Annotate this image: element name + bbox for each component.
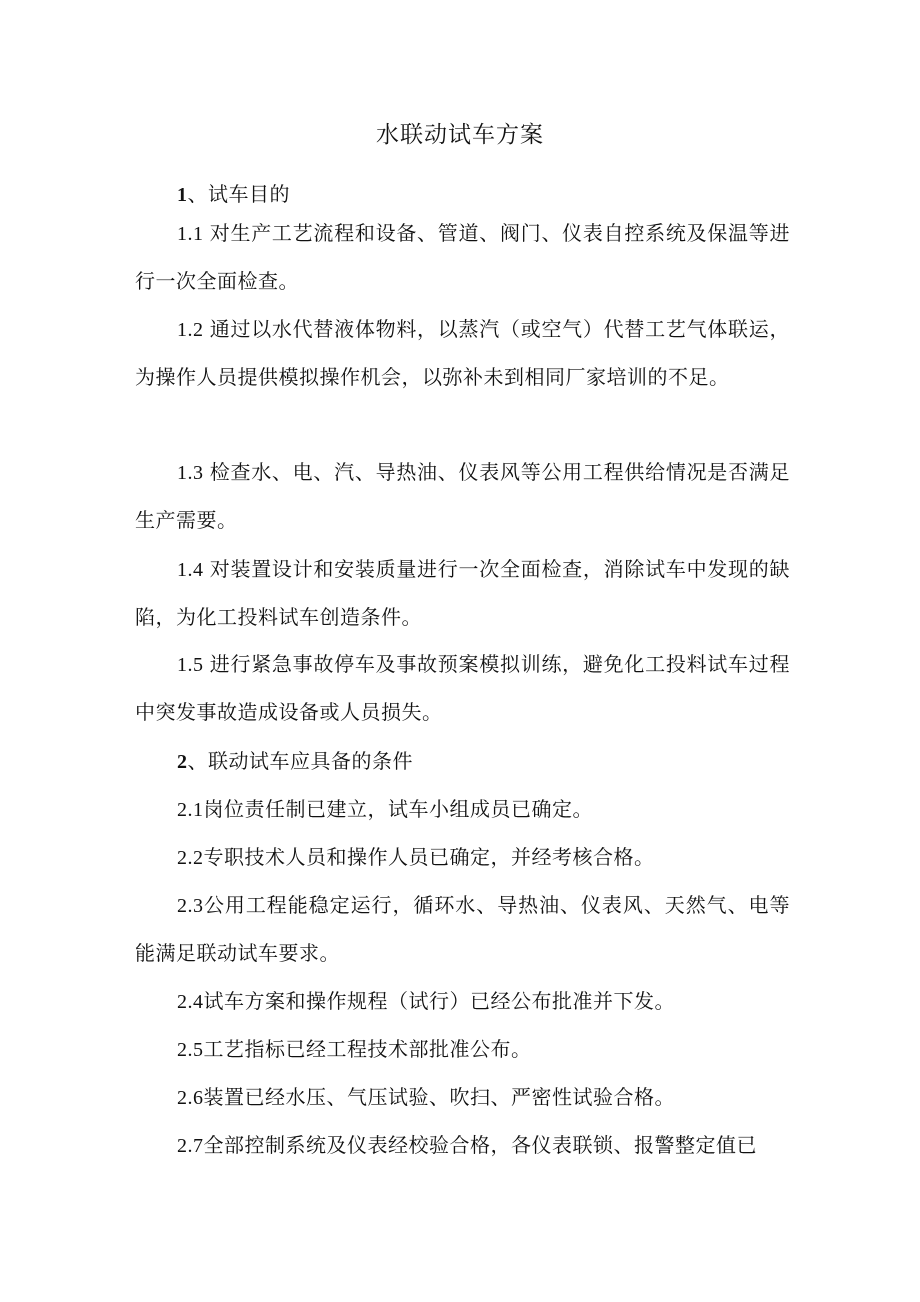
paragraph-text: 对装置设计和安装质量进行一次全面检查，消除试车中发现的缺陷，为化工投料试车创造条件。: [135, 557, 790, 629]
paragraph-2-6: [135, 1074, 790, 1122]
paragraph-text: 专职技术人员和操作人员已确定，并经考核合格。: [203, 845, 655, 869]
paragraph-text: 装置已经水压、气压试验、吹扫、严密性试验合格。: [203, 1085, 675, 1109]
paragraph-number: 2.7: [177, 1135, 204, 1157]
paragraph-1-2: [135, 306, 790, 401]
paragraph-text: 岗位责任制已建立，试车小组成员已确定。: [203, 797, 593, 821]
paragraph-number: 2.2: [177, 847, 204, 869]
paragraph-text: 试车方案和操作规程（试行）已经公布批准并下发。: [203, 989, 675, 1013]
paragraph-2-1: [135, 786, 790, 834]
section-text: 、试车目的: [187, 182, 290, 206]
paragraph-number: 2.3: [177, 895, 204, 917]
section-text: 、联动试车应具备的条件: [187, 749, 413, 773]
paragraph-2-3: [135, 882, 790, 977]
paragraph-text: 对生产工艺流程和设备、管道、阀门、仪表自控系统及保温等进行一次全面检查。: [135, 221, 790, 293]
paragraph-number: 1.1: [177, 223, 204, 245]
paragraph-number: 2.4: [177, 991, 204, 1013]
paragraph-1-5: [135, 641, 790, 736]
section-number: 1: [177, 184, 188, 206]
section-number: 2: [177, 751, 188, 773]
paragraph-1-1: [135, 210, 790, 305]
paragraph-text: 工艺指标已经工程技术部批准公布。: [203, 1037, 532, 1061]
paragraph-text: 进行紧急事故停车及事故预案模拟训练，避免化工投料试车过程中突发事故造成设备或人员损失。: [135, 652, 790, 724]
paragraph-number: 1.3: [177, 462, 204, 484]
paragraph-2-2: [135, 834, 790, 882]
paragraph-number: 1.4: [177, 559, 204, 581]
paragraph-number: 2.6: [177, 1087, 204, 1109]
paragraph-number: 1.2: [177, 319, 204, 341]
paragraph-1-3: [135, 449, 790, 544]
paragraph-text: 全部控制系统及仪表经校验合格，各仪表联锁、报警整定值已: [203, 1133, 757, 1157]
document-title: 水联动试车方案: [376, 122, 544, 148]
paragraph-text: 检查水、电、汽、导热油、仪表风等公用工程供给情况是否满足生产需要。: [135, 460, 790, 532]
paragraph-number: 1.5: [177, 654, 204, 676]
paragraph-text: 公用工程能稳定运行，循环水、导热油、仪表风、天然气、电等能满足联动试车要求。: [135, 893, 790, 965]
paragraph-1-4: [135, 546, 790, 641]
paragraph-number: 2.1: [177, 799, 204, 821]
paragraph-number: 2.5: [177, 1039, 204, 1061]
section-heading-2: [135, 738, 790, 786]
paragraph-text: 通过以水代替液体物料，以蒸汽（或空气）代替工艺气体联运，为操作人员提供模拟操作机会，以弥补未到相同厂家培训的不足。: [135, 317, 790, 389]
paragraph-2-4: [135, 978, 790, 1026]
paragraph-2-7: [135, 1122, 790, 1170]
paragraph-2-5: [135, 1026, 790, 1074]
